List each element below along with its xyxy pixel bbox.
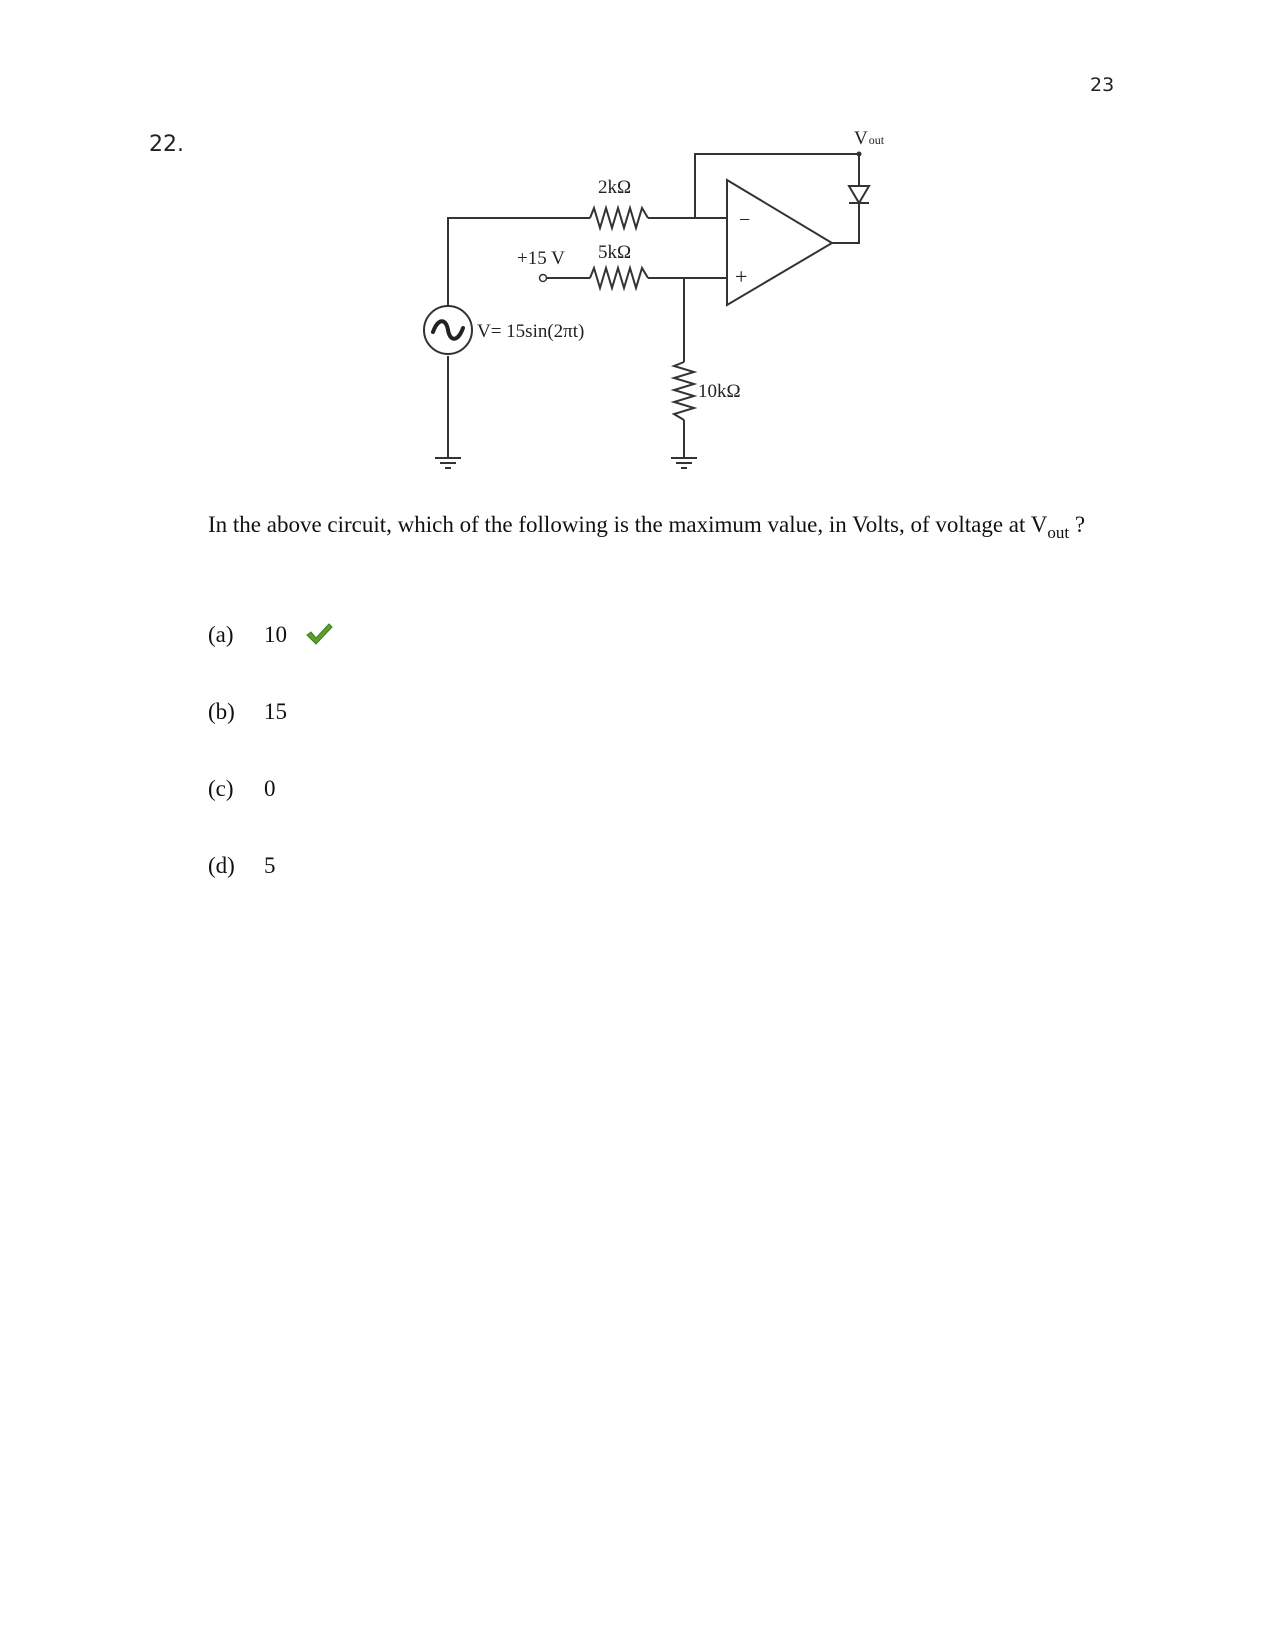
option-label: (c): [208, 776, 234, 801]
question-text-main: In the above circuit, which of the following is the maximum value, in Volts, of voltage at V: [208, 512, 1048, 537]
option-label: (b): [208, 699, 235, 724]
option-label: (a): [208, 622, 234, 647]
ground-symbol-source: [435, 458, 461, 468]
option-value: 10: [264, 622, 287, 647]
option-value: 15: [264, 699, 287, 724]
page-number: 23: [1090, 74, 1115, 96]
option-a[interactable]: [208, 620, 333, 650]
resistor-10k: [674, 362, 694, 420]
wire-source-to-top: [448, 218, 590, 330]
option-value: 0: [264, 776, 276, 801]
diode-symbol: [849, 186, 869, 203]
supply-terminal: [540, 275, 547, 282]
source-voltage-label: V= 15sin(2πt): [477, 321, 585, 342]
option-d[interactable]: [208, 851, 276, 881]
option-label: (d): [208, 853, 235, 878]
supply-voltage-label: +15 V: [517, 248, 565, 269]
question-text: [208, 508, 1108, 542]
noninverting-input-symbol: +: [735, 264, 748, 289]
option-b[interactable]: [208, 697, 287, 727]
resistor-10k-label: 10kΩ: [698, 381, 741, 402]
vout-label: Vout: [854, 128, 885, 149]
question-text-subscript: out: [1047, 523, 1070, 542]
resistor-5k: [590, 268, 648, 288]
question-text-end: ?: [1069, 512, 1086, 537]
inverting-input-symbol: −: [739, 209, 751, 231]
vout-terminal: [857, 152, 862, 157]
circuit-diagram: [0, 0, 1275, 500]
diode-to-output: [832, 203, 859, 243]
resistor-5k-label: 5kΩ: [598, 242, 632, 263]
question-number: 22.: [149, 132, 184, 157]
check-mark-icon: [305, 622, 333, 646]
ac-source-icon: [424, 306, 472, 354]
option-c[interactable]: [208, 774, 276, 804]
feedback-wire: [695, 154, 859, 218]
resistor-2k: [590, 208, 648, 228]
ground-symbol-resistor: [671, 458, 697, 468]
resistor-2k-label: 2kΩ: [598, 177, 632, 198]
option-value: 5: [264, 853, 276, 878]
